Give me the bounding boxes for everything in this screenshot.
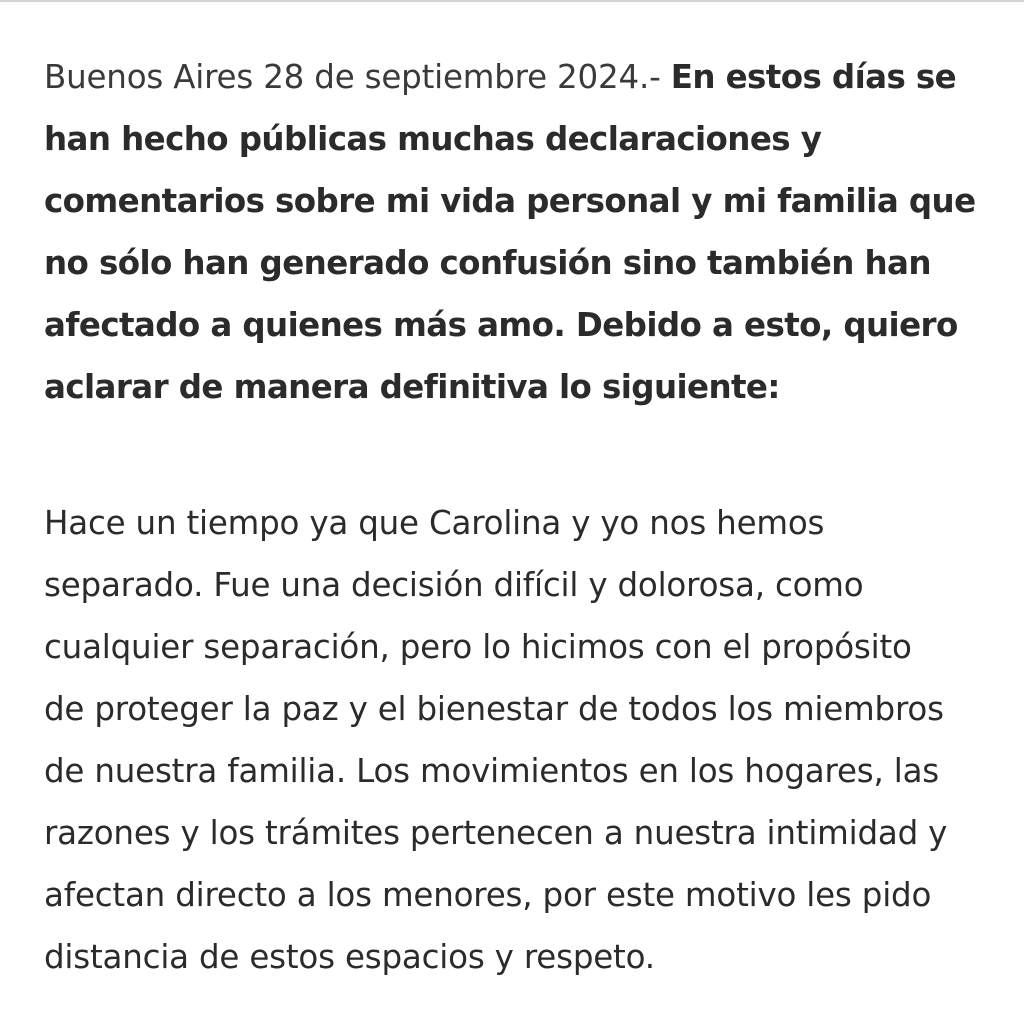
paragraph-line: de nuestra familia. Los movimientos en los hogares, las — [44, 752, 940, 790]
paragraph-line: afectado a quienes más amo. Debido a esto, quiero — [44, 306, 958, 344]
paragraph-line: cualquier separación, pero lo hicimos con el propósito — [44, 628, 912, 666]
paragraph-line — [44, 46, 976, 108]
statement-paragraph-intro — [44, 46, 976, 418]
paragraph-line: de proteger la paz y el bienestar de todos los miembros — [44, 690, 944, 728]
statement-paragraph-separation — [44, 492, 947, 988]
paragraph-line: han hecho públicas muchas declaraciones y — [44, 120, 822, 158]
paragraph-line: distancia de estos espacios y respeto. — [44, 938, 655, 976]
dateline: Buenos Aires 28 de septiembre 2024.- — [44, 58, 661, 96]
paragraph-line: aclarar de manera definitiva lo siguiente: — [44, 368, 780, 406]
bold-text: En estos días se — [670, 58, 957, 96]
paragraph-line: razones y los trámites pertenecen a nuestra intimidad y — [44, 814, 948, 852]
paragraph-line: separado. Fue una decisión difícil y dolorosa, como — [44, 566, 864, 604]
paragraph-line: no sólo han generado confusión sino también han — [44, 244, 931, 282]
paragraph-line: afectan directo a los menores, por este motivo les pido — [44, 876, 932, 914]
paragraph-line: Hace un tiempo ya que Carolina y yo nos hemos — [44, 504, 825, 542]
paragraph-line: comentarios sobre mi vida personal y mi familia que — [44, 182, 976, 220]
